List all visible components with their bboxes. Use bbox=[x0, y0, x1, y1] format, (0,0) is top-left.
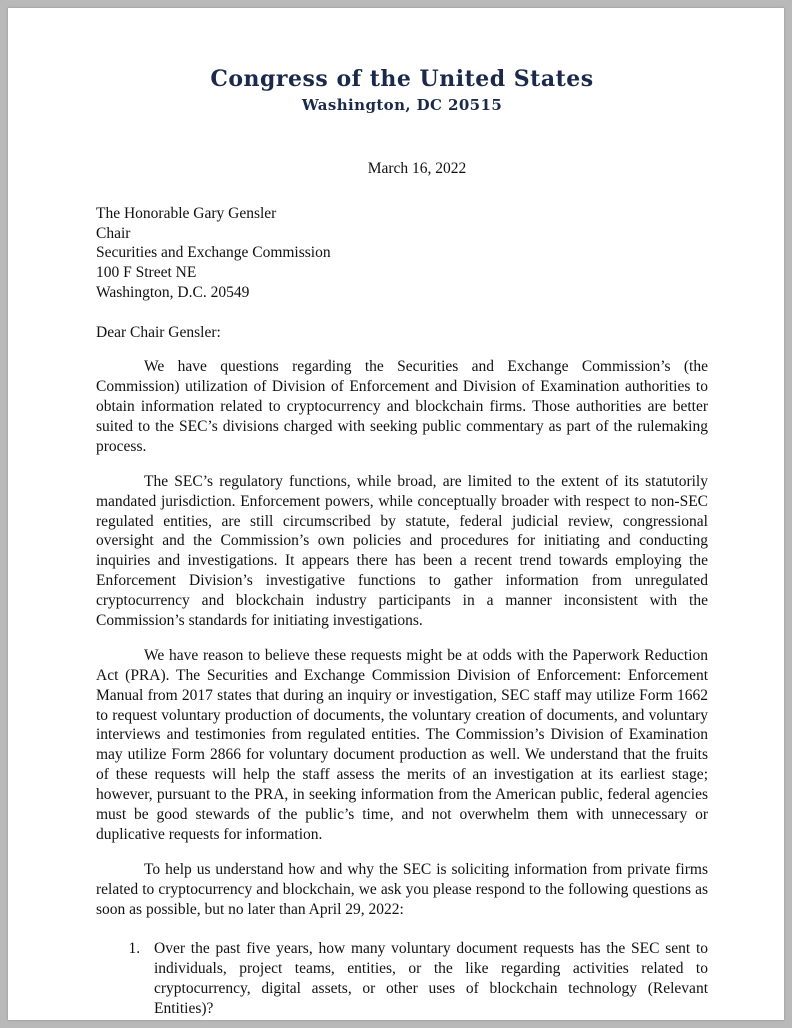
recipient-address bbox=[96, 204, 708, 302]
address-line-5: Washington, D.C. 20549 bbox=[96, 283, 250, 301]
body-paragraph-1: We have questions regarding the Securities and Exchange Commission’s (the Commission) utilization of Division of Enforcement and Division of Examination authorities to obtain information related to cryptocurrency and blockchain firms. Those authorities are better suited to the SEC’s divisions charged with seeking public commentary as part of the rulemaking process. bbox=[96, 358, 708, 455]
body-paragraph-4: To help us understand how and why the SEC is soliciting information from private firms related to cryptocurrency and blockchain, we ask you please respond to the following questions as soon as possible, but no later than April 29, 2022: bbox=[96, 860, 708, 918]
address-line-1: The Honorable Gary Gensler bbox=[96, 205, 277, 222]
address-line-4: 100 F Street NE bbox=[96, 264, 197, 282]
letter-page bbox=[8, 8, 784, 1020]
body-paragraph-3: We have reason to believe these requests might be at odds with the Paperwork Reduction Act (PRA). The Securities and Exchange Commission Division of Enforcement: Enforcement Manual from 2017 states that during an inquiry or investigation, SEC staff may utilize Form 1662 to request voluntary production of documents, the voluntary creation of documents, and voluntary interviews and testimonies from regulated entities. The Commission’s Division of Examination may utilize Form 2866 for voluntary document production as well. We understand that the fruits of these requests will help the staff assess the merits of an investigation at its earliest stage; however, pursuant to the PRA, in seeking information from the American public, federal agencies must be good stewards of the public’s time, and not overwhelm them with unnecessary or duplicative requests for information. bbox=[96, 647, 708, 843]
address-line-3: Securities and Exchange Commission bbox=[96, 244, 331, 262]
letterhead-city-line: Washington, DC 20515 bbox=[301, 96, 503, 114]
body-paragraph-2: The SEC’s regulatory functions, while broad, are limited to the extent of its statutorily mandated jurisdiction. Enforcement powers, while conceptually broader with respect to non-SEC regulated entities, are still circumscribed by statute, federal judicial review, congressional oversight and the Commission’s own policies and procedures for initiating and conducting inquiries and investigations. It appears there has been a recent trend towards employing the Enforcement Division’s investigative functions to gather information from unregulated cryptocurrency and blockchain industry participants in a manner inconsistent with the Commission’s standards for initiating investigations. bbox=[96, 473, 708, 629]
letterhead bbox=[96, 66, 708, 114]
letter-date: March 16, 2022 bbox=[367, 160, 467, 177]
questions-list bbox=[96, 939, 708, 1018]
letterhead-congress-line: Congress of the United States bbox=[210, 66, 594, 92]
address-line-2: Chair bbox=[96, 224, 131, 242]
list-item: 1. Over the past five years, how many voluntary document requests has the SEC sent to individuals, project teams, entities, or the like regarding activities related to cryptocurrency, digital assets, or other uses of blockchain technology (Relevant Entities)? bbox=[144, 939, 708, 1018]
salutation: Dear Chair Gensler: bbox=[96, 324, 221, 342]
